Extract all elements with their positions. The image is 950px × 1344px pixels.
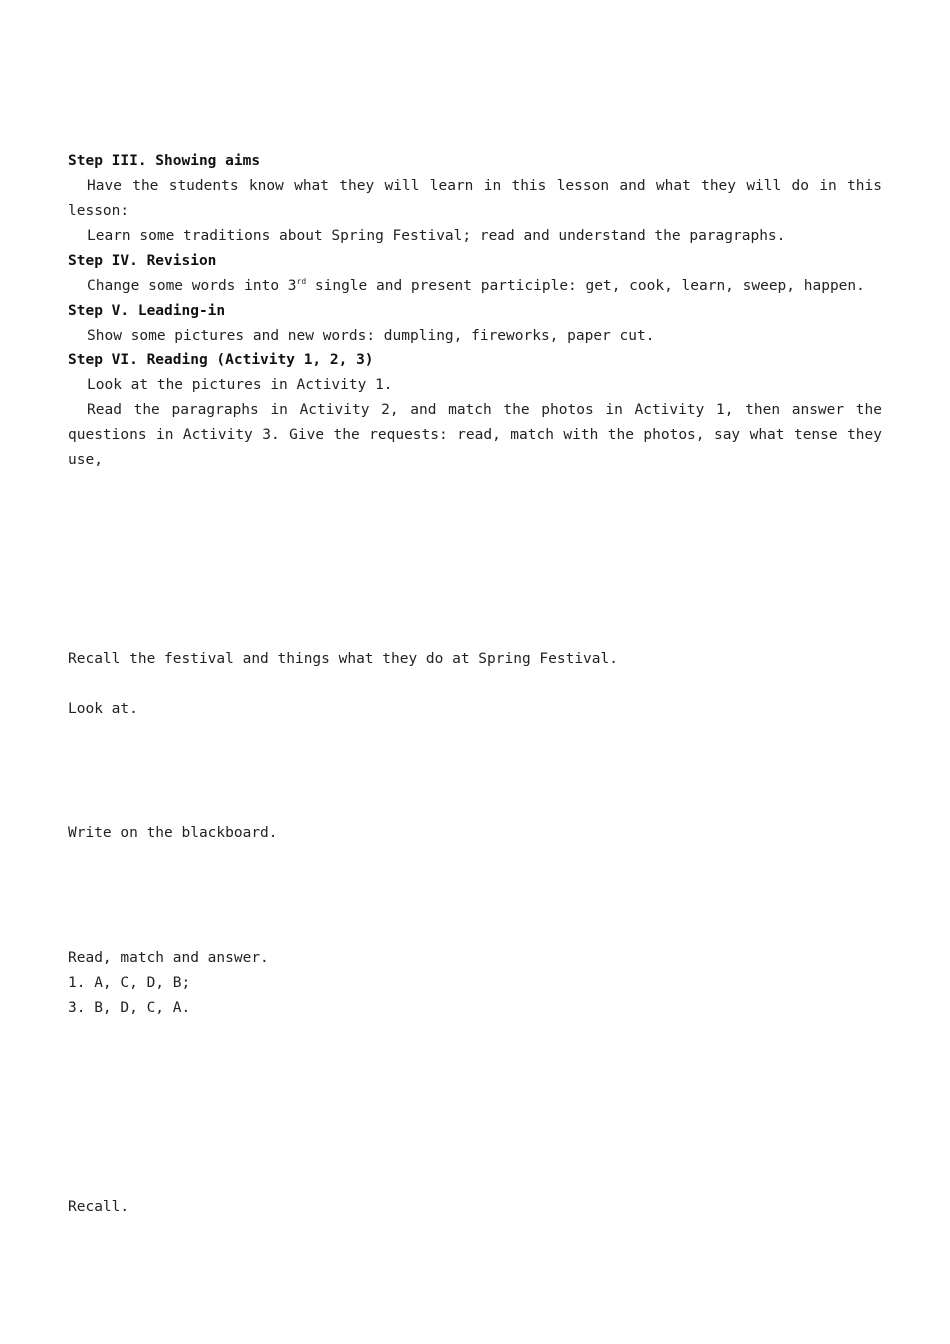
note-read-match: Read, match and answer. [68, 950, 269, 966]
note-write-blackboard: Write on the blackboard. [68, 825, 278, 841]
step3-heading: Step III. Showing aims [68, 153, 261, 169]
note-recall: Recall. [68, 1199, 130, 1215]
note-recall-festival: Recall the festival and things what they do at Spring Festival. [68, 651, 618, 667]
step4-line1-post: single and present participle: get, cook, learn, sweep, happen. [306, 278, 865, 294]
step5-heading: Step V. Leading-in [68, 303, 226, 319]
step6-line1: Look at the pictures in Activity 1. [87, 377, 393, 393]
step6-heading: Step VI. Reading (Activity 1, 2, 3) [68, 352, 374, 368]
step6-line4: use, [68, 452, 103, 468]
step3-line2: lesson: [68, 203, 130, 219]
step6-line3: questions in Activity 3. Give the requests: read, match with the photos, say what tense they [68, 427, 882, 443]
step3-line1: Have the students know what they will learn in this lesson and what they will do in this [87, 178, 882, 194]
step3-line3: Learn some traditions about Spring Festival; read and understand the paragraphs. [87, 228, 786, 244]
step4-line1-pre: Change some words into 3 [87, 278, 297, 294]
answer-3: 3. B, D, C, A. [68, 1000, 191, 1016]
step6-line2: Read the paragraphs in Activity 2, and match the photos in Activity 1, then answer the [87, 402, 882, 418]
note-look-at: Look at. [68, 701, 138, 717]
step4-heading: Step IV. Revision [68, 253, 217, 269]
step4-line1 [87, 274, 882, 299]
step5-line1: Show some pictures and new words: dumpling, fireworks, paper cut. [87, 328, 655, 344]
step4-line1-sup: rd [296, 277, 307, 287]
answer-1: 1. A, C, D, B; [68, 975, 191, 991]
